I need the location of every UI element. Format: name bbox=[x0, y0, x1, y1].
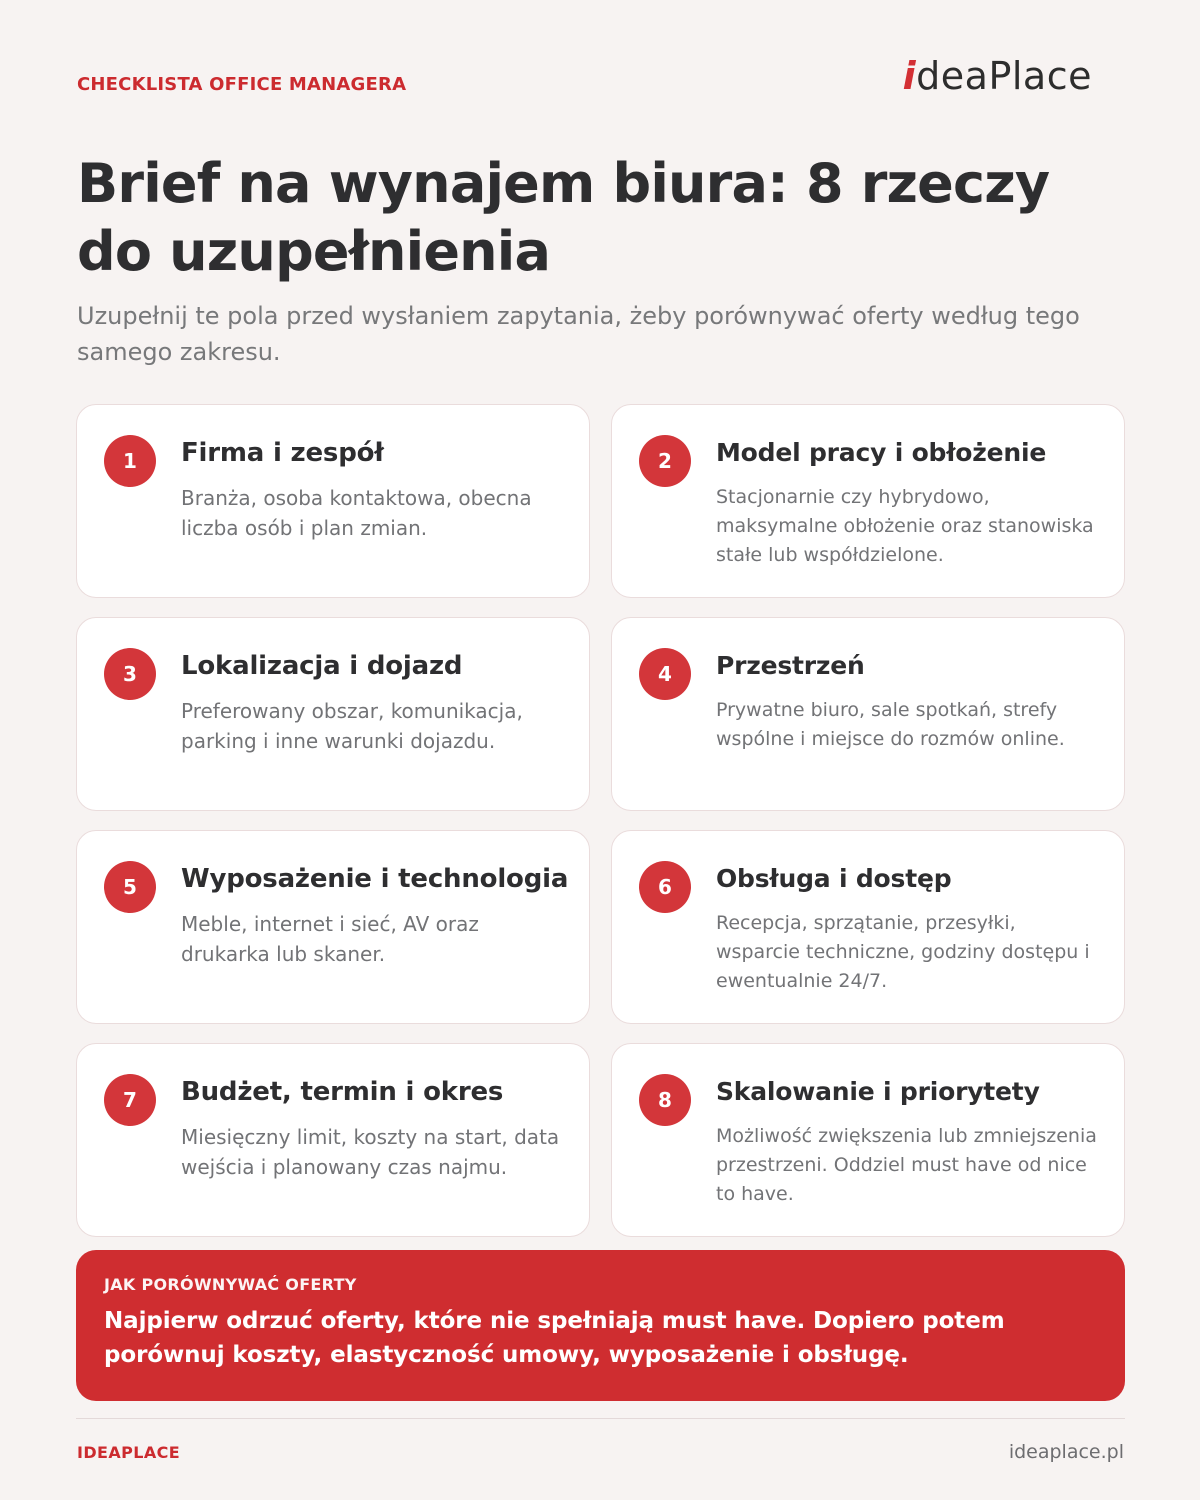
checklist-card-6 bbox=[611, 830, 1125, 1024]
card-description-2: Stacjonarnie czy hybrydowo, maksymalne obłożenie oraz stanowiska stałe lub współdzielone. bbox=[716, 486, 1094, 566]
footer-website-link[interactable]: ideaplace.pl bbox=[1008, 1441, 1124, 1463]
number-badge-4: 4 bbox=[639, 648, 691, 700]
number-badge-6: 6 bbox=[639, 861, 691, 913]
card-description-6: Recepcja, sprzątanie, przesyłki, wsparcie techniczne, godziny dostępu i ewentualnie 24/7. bbox=[716, 912, 1090, 992]
checklist-card-2 bbox=[611, 404, 1125, 598]
number-badge-8: 8 bbox=[639, 1074, 691, 1126]
card-title-2: Model pracy i obłożenie bbox=[716, 438, 1047, 467]
card-title-7: Budżet, termin i okres bbox=[181, 1077, 504, 1107]
ideaplace-logo[interactable] bbox=[903, 54, 1092, 98]
card-description-8: Możliwość zwiększenia lub zmniejszenia przestrzeni. Oddziel must have od nice to have. bbox=[716, 1125, 1097, 1205]
card-description-4: Prywatne biuro, sale spotkań, strefy wspólne i miejsce do rozmów online. bbox=[716, 699, 1065, 750]
card-description-5: Meble, internet i sieć, AV oraz drukarka lub skaner. bbox=[181, 912, 479, 966]
number-badge-2: 2 bbox=[639, 435, 691, 487]
footer-brand: IDEAPLACE bbox=[77, 1443, 181, 1462]
checklist-grid bbox=[76, 404, 1125, 1237]
footer-divider bbox=[76, 1418, 1125, 1419]
checklist-card-1 bbox=[76, 404, 590, 598]
page-subtitle: Uzupełnij te pola przed wysłaniem zapytania, żeby porównywać oferty według tego samego zakresu. bbox=[77, 302, 1080, 366]
callout-text: Najpierw odrzuć oferty, które nie spełniają must have. Dopiero potem porównuj koszty, elastyczność umowy, wyposażenie i obsługę. bbox=[104, 1308, 1005, 1368]
number-badge-1: 1 bbox=[104, 435, 156, 487]
number-badge-5: 5 bbox=[104, 861, 156, 913]
card-description-1: Branża, osoba kontaktowa, obecna liczba osób i plan zmian. bbox=[181, 486, 532, 540]
card-title-8: Skalowanie i priorytety bbox=[716, 1077, 1040, 1106]
card-title-3: Lokalizacja i dojazd bbox=[181, 651, 463, 681]
logo-wordmark: deaPlace bbox=[916, 54, 1092, 98]
logo-i-mark: i bbox=[902, 54, 917, 98]
kicker: CHECKLISTA OFFICE MANAGERA bbox=[77, 74, 407, 95]
card-title-1: Firma i zespół bbox=[181, 438, 384, 468]
card-description-7: Miesięczny limit, koszty na start, data wejścia i planowany czas najmu. bbox=[181, 1125, 560, 1179]
checklist-card-7 bbox=[76, 1043, 590, 1237]
checklist-card-5 bbox=[76, 830, 590, 1024]
number-badge-7: 7 bbox=[104, 1074, 156, 1126]
card-description-3: Preferowany obszar, komunikacja, parking i inne warunki dojazdu. bbox=[181, 699, 523, 753]
number-badge-3: 3 bbox=[104, 648, 156, 700]
card-title-5: Wyposażenie i technologia bbox=[181, 864, 569, 894]
checklist-card-4 bbox=[611, 617, 1125, 811]
card-title-6: Obsługa i dostęp bbox=[716, 864, 952, 893]
card-title-4: Przestrzeń bbox=[716, 651, 865, 680]
checklist-card-3 bbox=[76, 617, 590, 811]
page-title: Brief na wynajem biura: 8 rzeczy do uzupełnienia bbox=[77, 152, 1050, 283]
checklist-card-8 bbox=[611, 1043, 1125, 1237]
comparison-callout bbox=[76, 1250, 1125, 1401]
callout-label: JAK PORÓWNYWAĆ OFERTY bbox=[104, 1275, 357, 1294]
